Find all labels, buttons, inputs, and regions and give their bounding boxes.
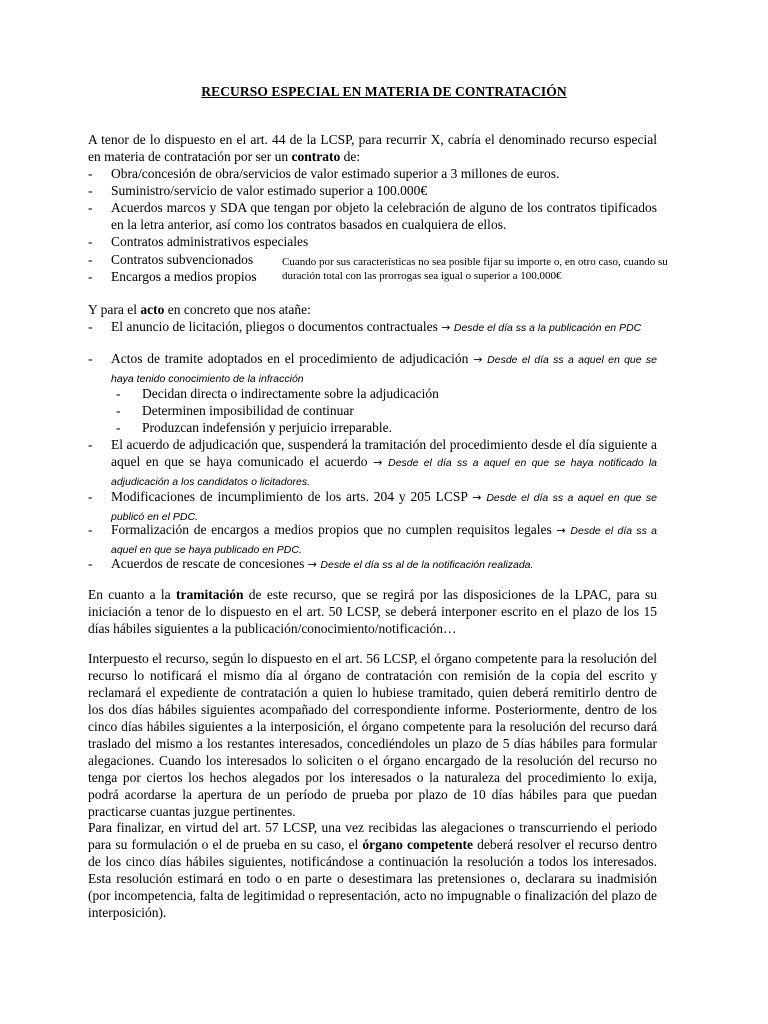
acto-item-text: El acuerdo de adjudicación que, suspenderá la tramitación del procedimiento desde el día siguiente a aquel en que se haya comunicado el acuerdo bbox=[111, 437, 657, 469]
tramite-subitem-text: Decidan directa o indirectamente sobre la adjudicación bbox=[142, 386, 439, 401]
acto-item-content bbox=[111, 555, 657, 574]
intro-paragraph bbox=[88, 131, 657, 165]
list-dash: - bbox=[88, 269, 93, 284]
intro-text-before: A tenor de lo dispuesto en el art. 44 de la LCSP, para recurrir X, cabría el denominado recurso especial en materia de contratación por ser un bbox=[88, 132, 657, 164]
intro-bold: contrato bbox=[291, 149, 341, 164]
tramitacion-after: de este recurso, que se regirá por las disposiciones de la LPAC, para su iniciación a tenor de lo dispuesto en el art. 50 LCSP, se deberá interponer escrito en el plazo de los 15 días hábiles siguientes a la publicación/conocimiento/notificación… bbox=[88, 587, 658, 636]
list-dash: - bbox=[116, 386, 121, 401]
arrow-icon: → bbox=[472, 491, 482, 504]
tramite-subitem-text: Determinen imposibilidad de continuar bbox=[142, 403, 354, 418]
contract-item-text: Contratos administrativos especiales bbox=[111, 234, 309, 249]
acto-item-note: Desde el día ss a aquel en que se haya tenido conocimiento de la infracción bbox=[111, 354, 657, 385]
acto-item-note: Desde el día ss a aquel en que se publicó en el PDC. bbox=[111, 492, 657, 523]
acto-item-note: Desde el día ss al de la notificación realizada. bbox=[320, 559, 534, 571]
acto-item bbox=[88, 488, 657, 522]
acto-item-note: Desde el día ss a aquel en que se haya publicado en PDC. bbox=[111, 525, 657, 556]
list-dash: - bbox=[88, 319, 93, 334]
acto-item-note: Desde el día ss a la publicación en PDC bbox=[453, 322, 642, 334]
acto-intro-before: Y para el bbox=[88, 302, 141, 317]
arrow-icon: → bbox=[307, 558, 318, 571]
list-dash: - bbox=[116, 420, 121, 435]
tramitacion-bold: tramitación bbox=[175, 587, 244, 602]
acto-item-content bbox=[111, 436, 657, 491]
list-dash: - bbox=[88, 234, 93, 249]
list-dash: - bbox=[88, 556, 93, 571]
finalizar-before: Para finalizar, en virtud del art. 57 LCSP, una vez recibidas las alegaciones o transcurriendo el periodo para su formulación o el de prueba en su caso, el bbox=[88, 820, 657, 852]
acto-item-note: Desde el día ss a aquel en que se haya notificado la adjudicación a los candidatos o licitadores. bbox=[111, 457, 658, 488]
acto-item bbox=[88, 350, 657, 384]
list-dash: - bbox=[88, 489, 93, 504]
acto-item bbox=[88, 436, 657, 488]
tramitacion-paragraph bbox=[88, 586, 657, 637]
arrow-icon: → bbox=[373, 456, 383, 469]
finalizar-paragraph bbox=[88, 819, 657, 921]
list-dash: - bbox=[116, 403, 121, 418]
list-dash: - bbox=[88, 166, 93, 181]
arrow-icon: → bbox=[556, 524, 566, 537]
contract-item-text: Acuerdos marcos y SDA que tengan por objeto la celebración de alguno de los contratos tipificados en la letra anterior, así como los contratos basados en cualquiera de ellos. bbox=[111, 200, 657, 232]
acto-item-text: El anuncio de licitación, pliegos o documentos contractuales bbox=[111, 319, 442, 334]
acto-intro-after: en concreto que nos atañe: bbox=[164, 302, 311, 317]
intro-text-after: de: bbox=[340, 149, 361, 164]
acto-intro-bold: acto bbox=[140, 302, 165, 317]
contract-item-text: Obra/concesión de obra/servicios de valor estimado superior a 3 millones de euros. bbox=[111, 166, 560, 181]
acto-intro bbox=[88, 301, 657, 318]
contract-item bbox=[88, 199, 657, 233]
acto-item-content bbox=[111, 318, 657, 337]
list-dash: - bbox=[88, 200, 93, 215]
list-dash: - bbox=[88, 522, 93, 537]
contract-item-text: Suministro/servicio de valor estimado superior a 100.000€ bbox=[111, 183, 428, 198]
interpuesto-paragraph: Interpuesto el recurso, según lo dispuesto en el art. 56 LCSP, el órgano competente para la resolución del recurso lo notificará el mismo día al órgano de contratación con remisión de la copia del escrito y reclamará el expediente de contratación a quien lo hubiese tramitado, quien deberá remitirlo dentro de los dos días hábiles siguientes acompañado del correspondiente informe. Posteriormente, dentro de los cinco días hábiles siguientes a la interposición, el órgano competente para la resolución del recurso dará traslado del mismo a los restantes interesados, concediéndoles un plazo de 5 días hábiles para formular alegaciones. Cuando los interesados lo soliciten o el órgano encargado de la resolución del recurso no tenga por ciertos los hechos alegados por los interesados o la naturaleza del procedimiento lo exija, podrá acordarse la apertura de un período de prueba por plazo de 10 días hábiles para que puedan practicarse cuantas juzgue pertinentes. bbox=[88, 651, 657, 819]
tramite-subitem-text: Produzcan indefensión y perjuicio irreparable. bbox=[142, 420, 393, 435]
list-dash: - bbox=[88, 351, 93, 366]
finalizar-bold: órgano competente bbox=[362, 837, 473, 852]
acto-item bbox=[88, 521, 657, 555]
contract-item-text: Encargos a medios propios bbox=[111, 269, 257, 284]
tramitacion-before: En cuanto a la bbox=[88, 587, 176, 602]
finalizar-after: deberá resolver el recurso dentro de los cinco días hábiles siguientes, notificándose a continuación la resolución a todos los interesados. Esta resolución estimará en todo o en parte o desestimara las pretensiones o, declarara su inadmisión (por incompetencia, falta de legitimidad o representación, acto no impugnable o finalización del plazo de interposición). bbox=[88, 837, 657, 920]
acto-item-text: Acuerdos de rescate de concesiones bbox=[111, 556, 308, 571]
acto-item-text: Actos de tramite adoptados en el procedimiento de adjudicación bbox=[111, 351, 474, 366]
acto-item-content bbox=[111, 521, 657, 559]
acto-item-content bbox=[111, 350, 657, 388]
contract-item-text: Contratos subvencionados bbox=[111, 252, 254, 267]
document-title: RECURSO ESPECIAL EN MATERIA DE CONTRATACIÓN bbox=[201, 84, 567, 99]
callout-note: Cuando por sus características no sea posible fijar su importe o, en otro caso, cuando su duración total con las prorrogas sea igual o superior a 100.000€ bbox=[282, 256, 668, 282]
acto-item-text: Modificaciones de incumplimiento de los arts. 204 y 205 LCSP bbox=[111, 489, 473, 504]
list-dash: - bbox=[88, 252, 93, 267]
arrow-icon: → bbox=[441, 321, 451, 334]
arrow-icon: → bbox=[473, 353, 483, 366]
list-dash: - bbox=[88, 183, 93, 198]
acto-item-text: Formalización de encargos a medios propios que no cumplen requisitos legales bbox=[111, 522, 557, 537]
list-dash: - bbox=[88, 437, 93, 452]
acto-item bbox=[88, 318, 657, 352]
